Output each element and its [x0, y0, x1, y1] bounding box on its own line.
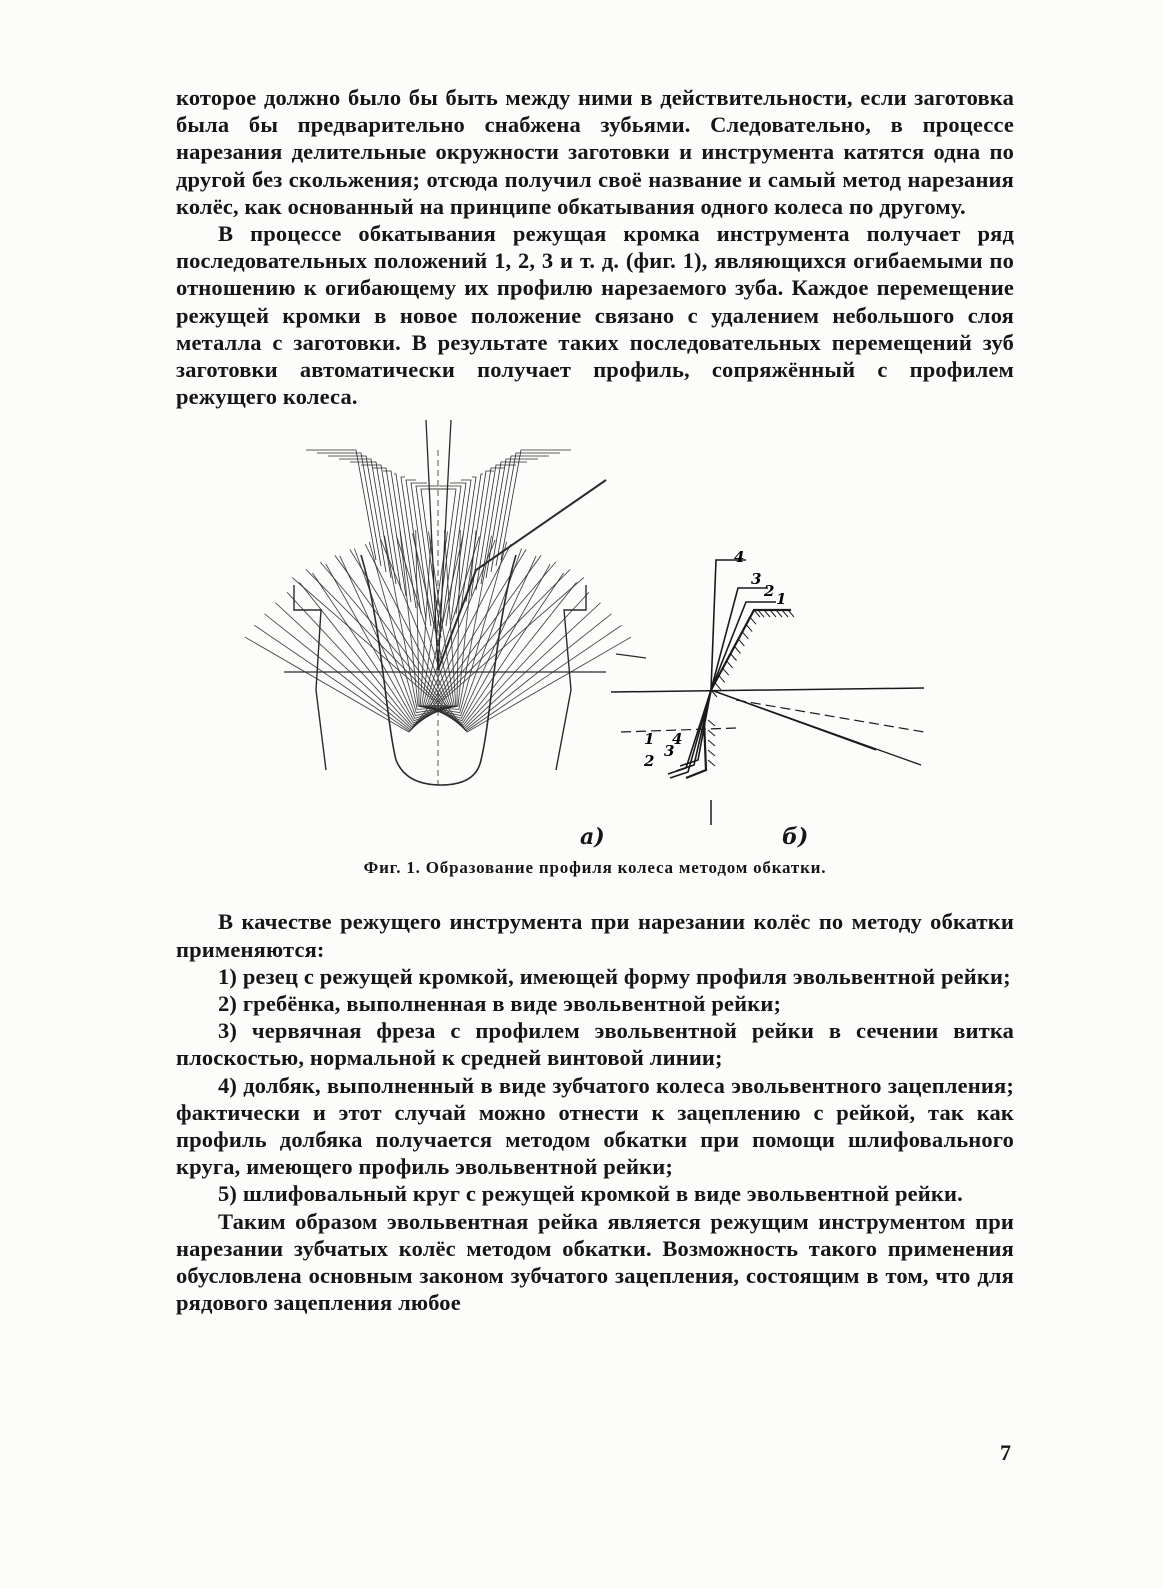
- hatch-mark: [715, 683, 721, 690]
- hatch-mark: [746, 625, 752, 632]
- rack-envelope-right: [438, 480, 606, 670]
- blank-outline-left: [294, 585, 326, 770]
- hatch-mark: [708, 760, 715, 766]
- hatch-mark: [750, 618, 756, 625]
- hatch-mark: [708, 750, 715, 756]
- hatch-mark: [708, 720, 715, 726]
- hatch-mark: [742, 632, 748, 639]
- paragraph-continuation: которое должно было бы быть между ними в действительности, если заготовка была бы предварительно снабжена зубьями. Следовательно, в процессе нарезания делительные окружности заготовки и инструмента катятся одна по другой без скольжения; отсюда получил своё название и самый метод нарезания колёс, как основанный на принципе обкатывания одного колеса по другому.: [176, 85, 1014, 219]
- figure-label-b: б): [782, 824, 809, 851]
- list-item: 5) шлифовальный круг с режущей кромкой в виде эвольвентной рейки.: [218, 1181, 963, 1207]
- curve-label-top: 2: [764, 582, 775, 601]
- rack-tooth-flank-right: [501, 450, 571, 560]
- rack-tooth-flank-left: [306, 450, 376, 560]
- hatch-mark: [723, 669, 729, 676]
- pitch-line-extension: [616, 654, 646, 658]
- tool-list: [176, 963, 1014, 1208]
- curve-label-top: 1: [776, 590, 787, 609]
- figure-1-drawing: [176, 420, 1014, 852]
- rack-tooth-flank-left: [372, 468, 406, 596]
- rack-tooth-tip: [426, 420, 451, 670]
- curve-label-top: 3: [751, 570, 762, 589]
- figure-caption: Фиг. 1. Образование профиля колеса методом обкатки.: [363, 858, 827, 878]
- paragraph-tools-intro: В качестве режущего инструмента при нарезании колёс по методу обкатки применяются:: [176, 909, 1014, 962]
- hatch-mark: [719, 676, 725, 683]
- curve-label-bottom: 3: [664, 742, 675, 761]
- hatch-mark: [734, 647, 740, 654]
- hatch-mark: [731, 654, 737, 661]
- page-body: [176, 84, 1014, 1316]
- dashdot-line-upper: [736, 700, 924, 732]
- rack-position-line: [265, 562, 440, 730]
- list-item: 1) резец с режущей кромкой, имеющей форму профиля эвольвентной рейки;: [218, 963, 1011, 989]
- rack-tooth-flank-left: [401, 477, 421, 614]
- figure-1a-tooth-generation: [245, 420, 646, 785]
- curve-label-bottom: 2: [644, 752, 655, 771]
- generated-tooth-profile: [686, 610, 791, 778]
- figure-1: [176, 420, 1014, 852]
- hatch-mark: [738, 640, 744, 647]
- curve-label-top: 4: [734, 548, 745, 567]
- paragraph-rolling-process: В процессе обкатывания режущая кромка инструмента получает ряд последовательных положений 1, 2, 3 и т. д. (фиг. 1), являющихся огибаемыми по отношению к огибающему их профилю нарезаемого зуба. Каждое перемещение режущей кромки в новое положение связано с удалением небольшого слоя металла с заготовки. В результате таких последовательных перемещений зуб заготовки автоматически получает профиль, сопряжённый с профилем режущего колеса.: [176, 221, 1014, 410]
- hatch-mark: [708, 740, 715, 746]
- list-item: 3) червячная фреза с профилем эвольвентной рейки в сечении витка плоскостью, нормальной к средней винтовой линии;: [176, 1018, 1014, 1071]
- curve-label-bottom: 4: [672, 730, 683, 749]
- page-number: 7: [1000, 1440, 1011, 1465]
- cutting-edge-position: [680, 560, 746, 766]
- list-item: 4) долбяк, выполненный в виде зубчатого колеса эвольвентного зацепления; фактически и этот случай можно отнести к зацеплению с рейкой, так как профиль долбяка получается методом обкатки при помощи шлифовального круга, имеющего профиль эвольвентной рейки;: [176, 1072, 1014, 1180]
- curve-label-bottom: 1: [644, 730, 655, 749]
- hatch-mark: [727, 661, 733, 668]
- hatch-mark: [708, 730, 715, 736]
- list-item: 2) гребёнка, выполненная в виде эвольвентной рейки;: [218, 991, 782, 1017]
- figure-label-a: а): [580, 824, 605, 851]
- rack-tooth-flank-left: [411, 483, 431, 626]
- paragraph-conclusion: Таким образом эвольвентная рейка является режущим инструментом при нарезании зубчатых колёс методом обкатки. Возможность такого применения обусловлена основным законом зубчатого зацепления, состоящим в том, что для рядового зацепления любое: [176, 1208, 1014, 1316]
- pitch-line-b: [611, 688, 924, 692]
- rack-position-line: [436, 562, 611, 730]
